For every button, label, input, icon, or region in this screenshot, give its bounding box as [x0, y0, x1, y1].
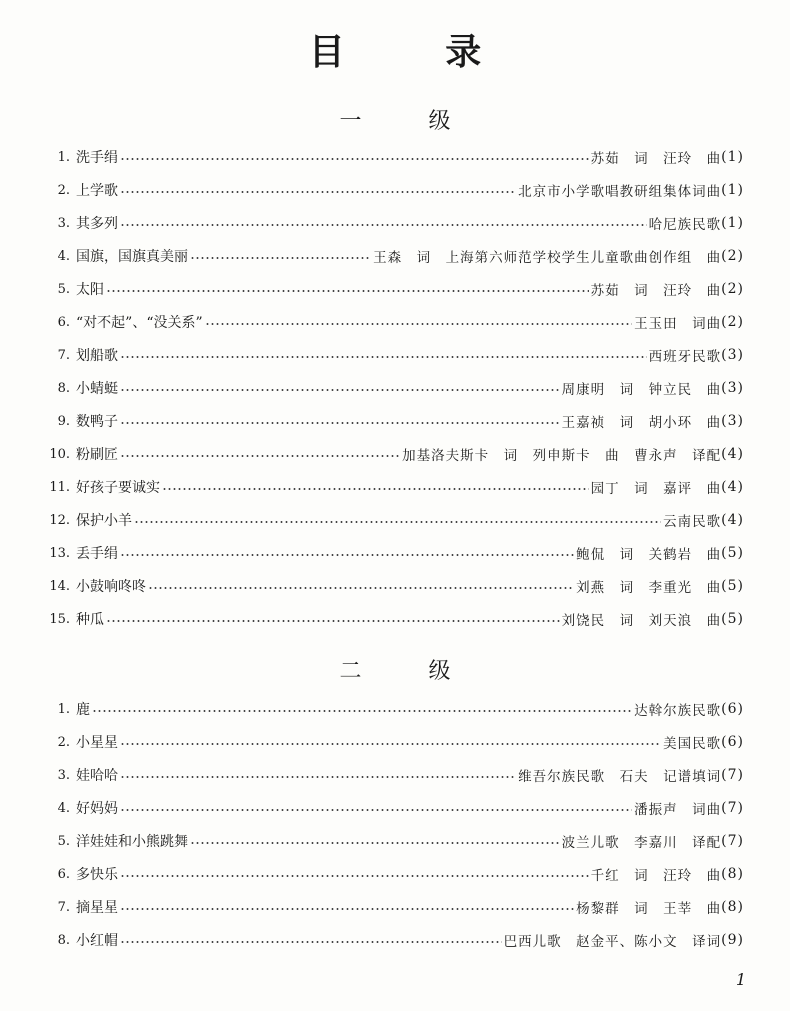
toc-entry[interactable]: [34, 697, 744, 721]
toc-entry[interactable]: [34, 829, 744, 853]
entry-title: 划船歌: [76, 348, 118, 364]
leader-dots: [120, 158, 589, 160]
entry-title: 数鸭子: [76, 414, 118, 430]
leader-dots: [120, 875, 589, 877]
entry-credit: 千红 词 汪玲 曲: [590, 868, 722, 884]
entry-credit: 鲍侃 词 关鹤岩 曲: [576, 547, 722, 563]
leader-dots: [205, 323, 633, 325]
entry-title: 小红帽: [76, 933, 118, 949]
entry-credit: 潘振声 词曲: [634, 802, 722, 818]
toc-entry[interactable]: [34, 442, 744, 466]
entry-page: (5): [721, 545, 744, 561]
entry-title: 粉刷匠: [76, 447, 118, 463]
entry-credit: 维吾尔族民歌 石夫 记谱填词: [518, 769, 722, 785]
entry-title: 小蜻蜓: [76, 381, 118, 397]
toc-entry[interactable]: [34, 730, 744, 754]
entry-page: (1): [721, 182, 744, 198]
toc-entry[interactable]: [34, 145, 744, 169]
entry-page: (4): [721, 446, 744, 462]
toc-entry[interactable]: [34, 310, 744, 334]
entry-title: 保护小羊: [76, 513, 132, 529]
entry-number: 12.: [49, 512, 70, 528]
entry-credit: 加基洛夫斯卡 词 列申斯卡 曲 曹永声 译配: [402, 448, 722, 464]
entry-credit: 西班牙民歌: [648, 349, 722, 365]
entry-number: 5.: [57, 833, 70, 849]
entry-number: 9.: [57, 413, 70, 429]
entry-credit: 王森 词 上海第六师范学校学生儿童歌曲创作组 曲: [373, 250, 722, 266]
toc-entry[interactable]: [34, 343, 744, 367]
entry-page: (8): [721, 866, 744, 882]
entry-page: (8): [721, 899, 744, 915]
toc-entry[interactable]: [34, 796, 744, 820]
toc-entry[interactable]: [34, 862, 744, 886]
entry-title: 好孩子要诚实: [76, 480, 160, 496]
entry-credit: 波兰儿歌 李嘉川 译配: [561, 835, 722, 851]
entry-number: 1.: [57, 149, 70, 165]
entry-credit: 美国民歌: [663, 736, 722, 752]
entry-page: (3): [721, 347, 744, 363]
entry-number: 14.: [49, 578, 70, 594]
entry-title: 摘星星: [76, 900, 118, 916]
entry-number: 11.: [49, 479, 70, 495]
entry-page: (7): [721, 800, 744, 816]
toc-entry[interactable]: [34, 574, 744, 598]
entry-title: 多快乐: [76, 867, 118, 883]
entry-title: “对不起”、“没关系”: [76, 315, 203, 331]
leader-dots: [106, 290, 589, 292]
entry-title: 鹿: [76, 702, 90, 718]
entry-title: 小鼓响咚咚: [76, 579, 146, 595]
toc-entry[interactable]: [34, 607, 744, 631]
entry-page: (5): [721, 611, 744, 627]
entry-number: 10.: [49, 446, 70, 462]
toc-entry[interactable]: [34, 763, 744, 787]
entry-number: 2.: [57, 734, 70, 750]
entry-page: (1): [721, 149, 744, 165]
toc-entry[interactable]: [34, 211, 744, 235]
entry-credit: 杨黎群 词 王莘 曲: [576, 901, 722, 917]
entry-title: 其多列: [76, 216, 118, 232]
leader-dots: [134, 521, 661, 523]
entry-page: (4): [721, 512, 744, 528]
entry-number: 4.: [57, 800, 70, 816]
entry-page: (6): [721, 734, 744, 750]
level-1-heading: 一 级: [339, 109, 481, 134]
entry-title: 洋娃娃和小熊跳舞: [76, 834, 188, 850]
entry-number: 8.: [57, 932, 70, 948]
entry-credit: 哈尼族民歌: [648, 217, 722, 233]
entry-title: 国旗，国旗真美丽: [76, 249, 188, 265]
entry-page: (7): [721, 833, 744, 849]
entry-number: 3.: [57, 215, 70, 231]
entry-credit: 北京市小学歌唱教研组集体词曲: [518, 184, 722, 200]
toc-entry[interactable]: [34, 895, 744, 919]
entry-title: 太阳: [76, 282, 104, 298]
entry-page: (6): [721, 701, 744, 717]
entry-credit: 苏茹 词 汪玲 曲: [590, 283, 722, 299]
toc-entry[interactable]: [34, 277, 744, 301]
leader-dots: [120, 809, 632, 811]
leader-dots: [120, 356, 647, 358]
entry-number: 5.: [57, 281, 70, 297]
entry-number: 6.: [57, 314, 70, 330]
leader-dots: [190, 842, 560, 844]
entry-page: (2): [721, 314, 744, 330]
toc-entry[interactable]: [34, 178, 744, 202]
entry-page: (9): [721, 932, 744, 948]
entry-page: (3): [721, 380, 744, 396]
entry-title: 好妈妈: [76, 801, 118, 817]
leader-dots: [190, 257, 371, 259]
entry-title: 小星星: [76, 735, 118, 751]
leader-dots: [106, 620, 560, 622]
entry-title: 娃哈哈: [76, 768, 118, 784]
leader-dots: [120, 941, 502, 943]
entry-number: 3.: [57, 767, 70, 783]
page-title: 目 录: [308, 31, 526, 73]
toc-entry[interactable]: [34, 244, 744, 268]
leader-dots: [120, 422, 560, 424]
entry-page: (5): [721, 578, 744, 594]
entry-number: 15.: [49, 611, 70, 627]
entry-credit: 刘饶民 词 刘天浪 曲: [561, 613, 722, 629]
entry-page: (1): [721, 215, 744, 231]
toc-entry[interactable]: [34, 508, 744, 532]
entry-page: (2): [721, 281, 744, 297]
entry-number: 7.: [57, 347, 70, 363]
entry-number: 6.: [57, 866, 70, 882]
entry-credit: 巴西儿歌 赵金平、陈小文 译词: [503, 934, 722, 950]
entry-page: (2): [721, 248, 744, 264]
leader-dots: [162, 488, 589, 490]
entry-number: 7.: [57, 899, 70, 915]
leader-dots: [120, 776, 516, 778]
leader-dots: [120, 191, 516, 193]
entry-credit: 达斡尔族民歌: [634, 703, 722, 719]
entry-title: 种瓜: [76, 612, 104, 628]
toc-entry[interactable]: [34, 409, 744, 433]
entry-page: (3): [721, 413, 744, 429]
toc-entry[interactable]: [34, 475, 744, 499]
toc-entry[interactable]: [34, 376, 744, 400]
entry-credit: 王玉田 词曲: [634, 316, 722, 332]
entry-credit: 园丁 词 嘉评 曲: [590, 481, 722, 497]
leader-dots: [120, 224, 647, 226]
leader-dots: [120, 743, 661, 745]
level-2-heading: 二 级: [339, 659, 481, 684]
entry-credit: 王嘉祯 词 胡小环 曲: [561, 415, 722, 431]
leader-dots: [148, 587, 574, 589]
toc-entry[interactable]: [34, 928, 744, 952]
leader-dots: [120, 554, 574, 556]
entry-page: (7): [721, 767, 744, 783]
entry-number: 1.: [57, 701, 70, 717]
leader-dots: [120, 389, 560, 391]
entry-credit: 云南民歌: [663, 514, 722, 530]
entry-number: 2.: [57, 182, 70, 198]
entry-credit: 周康明 词 钟立民 曲: [561, 382, 722, 398]
entry-title: 洗手绢: [76, 150, 118, 166]
leader-dots: [92, 710, 632, 712]
entry-number: 8.: [57, 380, 70, 396]
toc-entry[interactable]: [34, 541, 744, 565]
entry-credit: 刘燕 词 李重光 曲: [576, 580, 722, 596]
entry-title: 丢手绢: [76, 546, 118, 562]
entry-number: 13.: [49, 545, 70, 561]
entry-page: (4): [721, 479, 744, 495]
leader-dots: [120, 908, 574, 910]
entry-number: 4.: [57, 248, 70, 264]
entry-credit: 苏茹 词 汪玲 曲: [590, 151, 722, 167]
entry-title: 上学歌: [76, 183, 118, 199]
leader-dots: [120, 455, 400, 457]
page-number: 1: [735, 970, 746, 989]
